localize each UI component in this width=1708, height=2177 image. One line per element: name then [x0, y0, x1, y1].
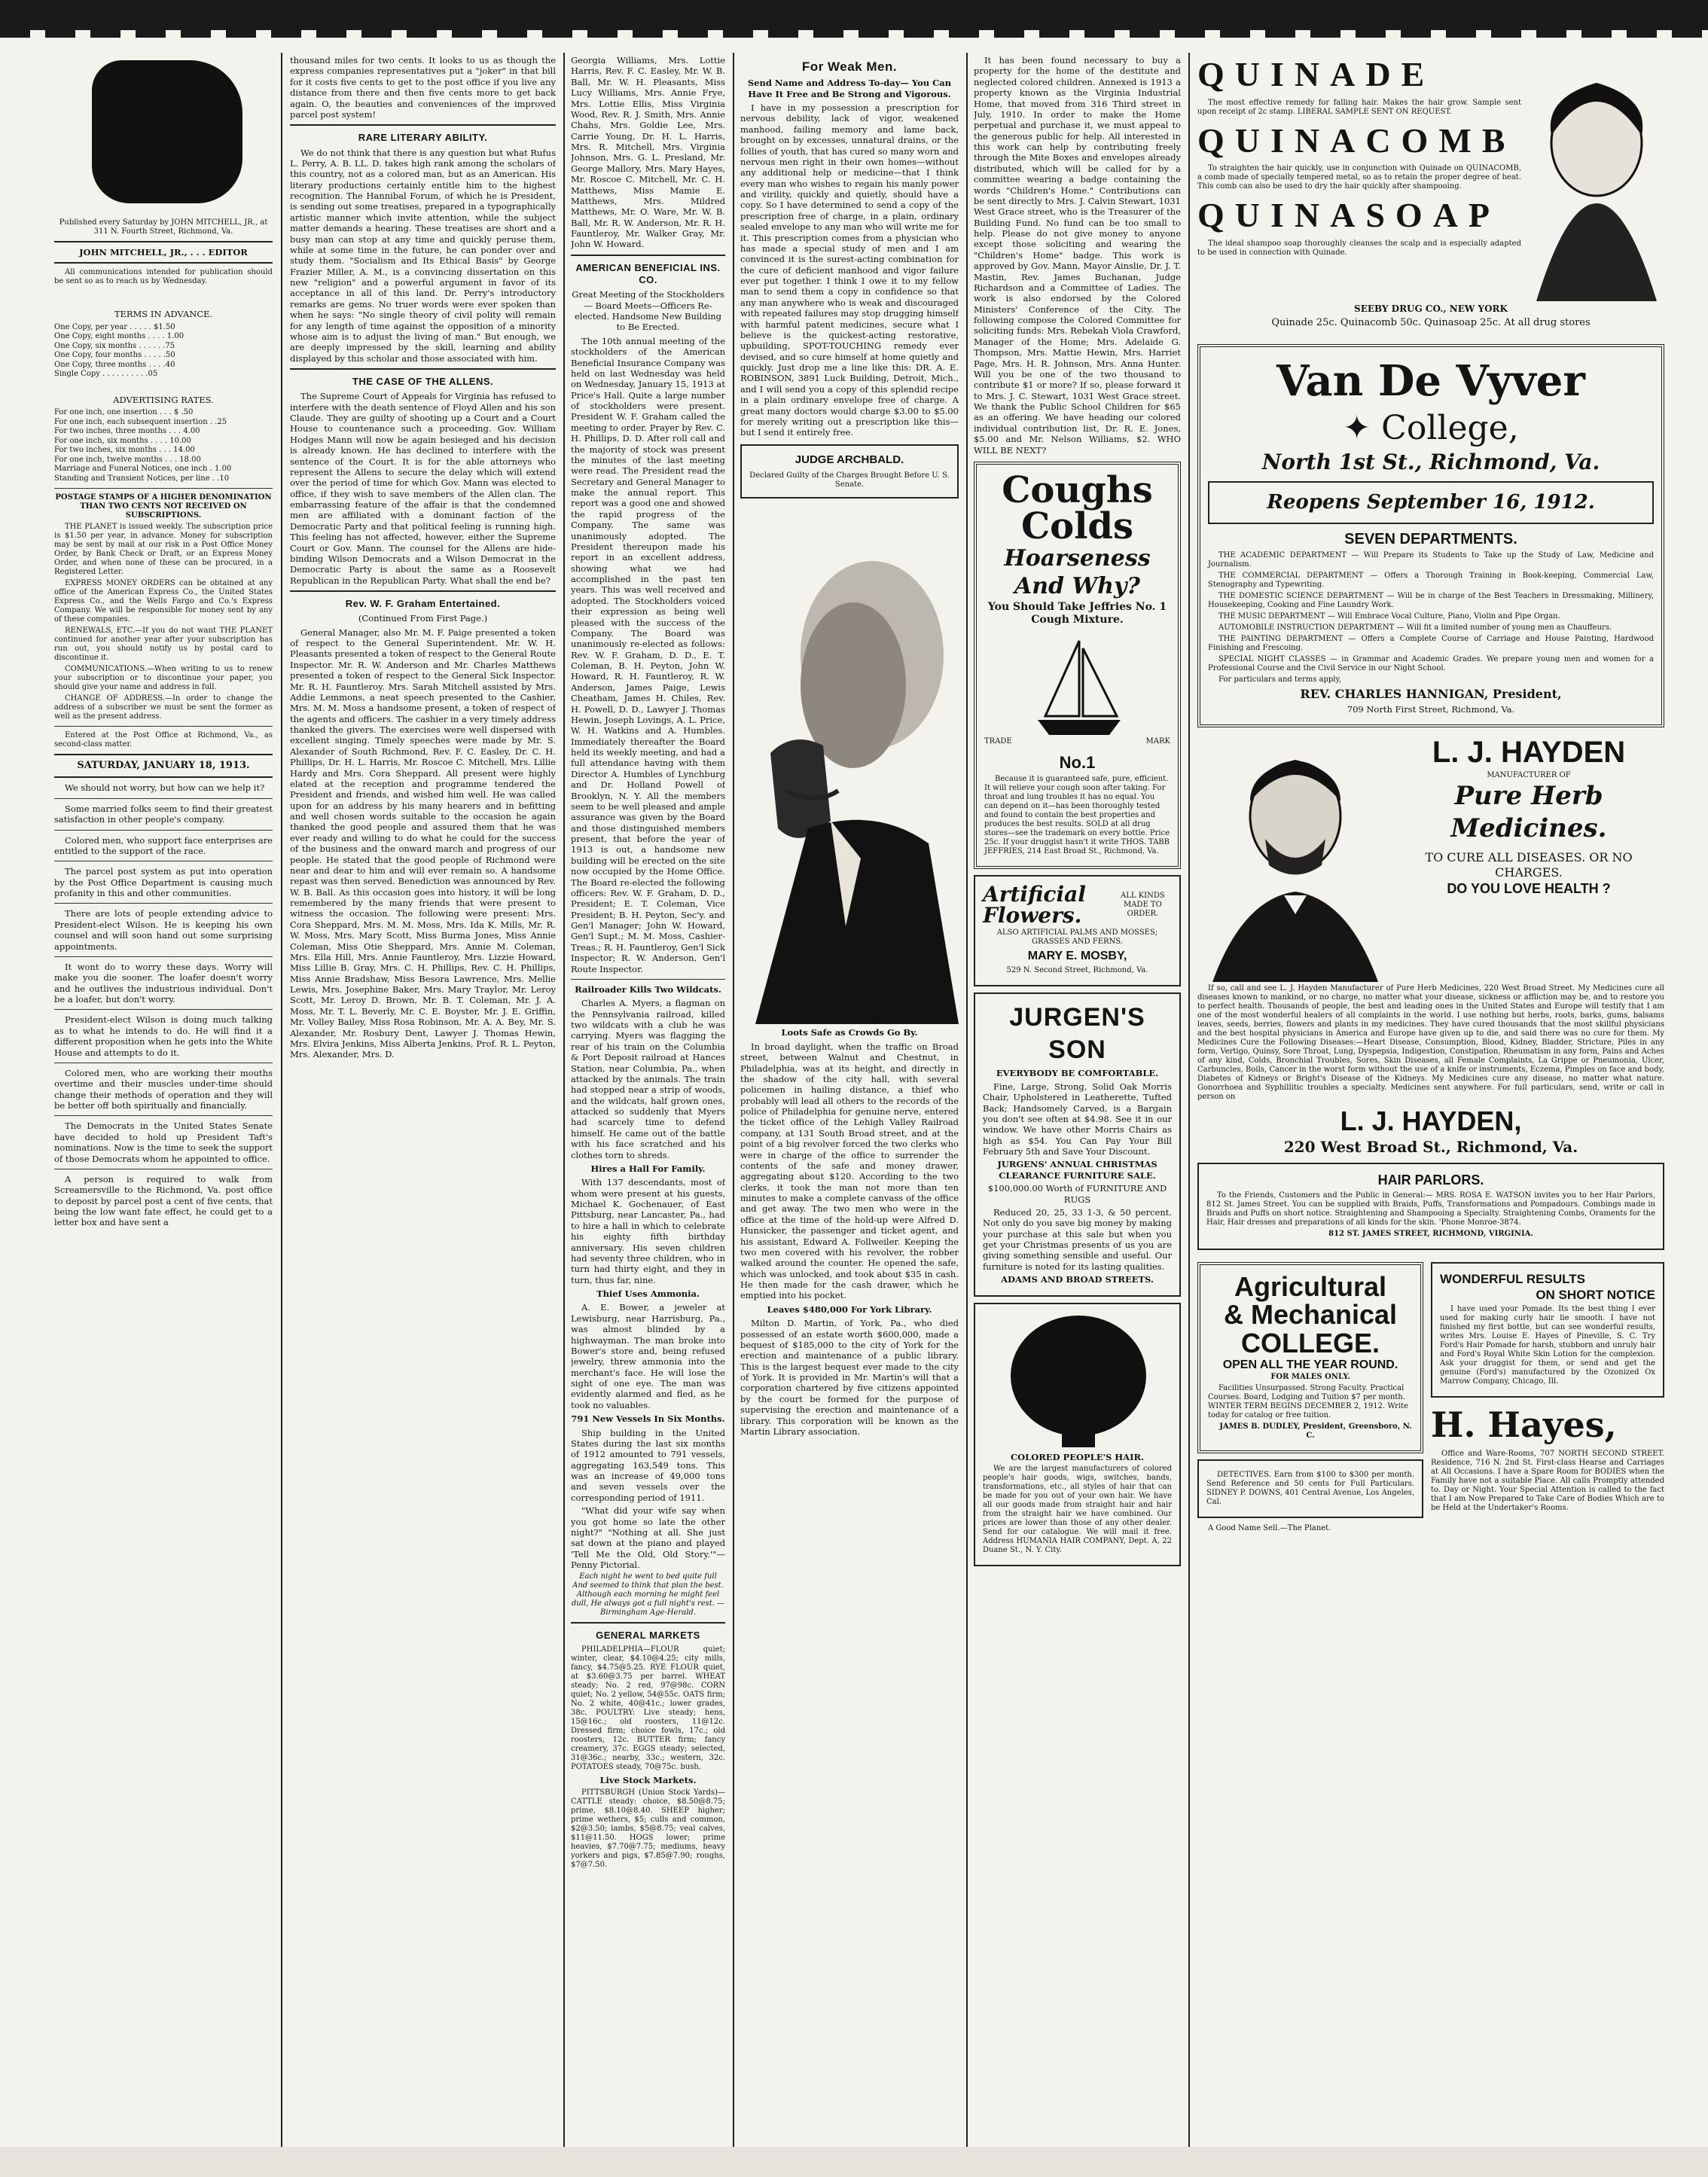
department-item: THE COMMERCIAL DEPARTMENT — Offers a Thorough Training in Book-keeping, Commercial Law, Stenography and Typewriting. [1208, 571, 1654, 589]
hall-body: With 137 descendants, most of whom were present at his guests, Michael K. Gochenauer, of East Pittsburg, near Lancaster, Pa., had to hire a hall in which to celebrate his eighty fifth birthday anniversary. His seven children had seventy three children, who in turn had thirty eight, and they in turn, thus far, nine. [571, 1177, 725, 1285]
column-3 [571, 53, 725, 2147]
column-4 [740, 53, 959, 2147]
pure-herb: Pure Herb [1454, 781, 1603, 812]
advertising-heading: ADVERTISING RATES. [113, 394, 214, 405]
hayden-ad [1197, 733, 1664, 1157]
rare-literary-heading: RARE LITERARY ABILITY. [358, 132, 488, 144]
ad-rate-row: For one inch, six months . . . . 10.00 [54, 436, 191, 445]
divider [54, 956, 273, 957]
divider [54, 1009, 273, 1010]
mark-label: MARK [1145, 736, 1170, 745]
ad-rate-row: Marriage and Funeral Notices, one inch . 1.00 [54, 465, 232, 474]
column-rule [1188, 53, 1190, 2147]
terms-row: One Copy, six months . . . . . .75 [54, 341, 175, 350]
department-item: THE PAINTING DEPARTMENT — Offers a Complete Course of Carriage and House Painting, Hardwood Finishing and Frescoing. [1208, 634, 1654, 652]
allens-body: The Supreme Court of Appeals for Virginia has refused to interfere with the death sentence of Floyd Allen and his son Claude. They are guilty of shooting up a Court and a Court House to countenance such a proceeding. Gov. William Hodges Mann will now be again besieged and his decision is already known. He has declined to interfere with the sentence of the Court. It is for the able attorneys who represent the Allens to secure the delay which will extend over the period of time for which Gov. Mann was elected to office, if they wish to save members of the Allen clan. The embarrassing feature of the affair is that the condemned men are affiliated with a dominant faction of the Democratic Party and that political feeling is running high. This feeling has not affected, however, either the Supreme Court or Gov. Mann. The counsel for the Allens are hide-binding Wilson Democrats and a Wilson Democrat in the Democratic Party is about the same as a Roosevelt Republican in the Republican Party. What shall the end be? [290, 391, 556, 586]
hair-parlors-ad [1197, 1163, 1664, 1250]
right-bottom-ads [1431, 1256, 1664, 1535]
males-only: FOR MALES ONLY. [1270, 1373, 1350, 1382]
all-kinds-note: ALL KINDS MADE TO ORDER. [1121, 892, 1165, 919]
hayden-manufacturer: MANUFACTURER OF [1487, 771, 1571, 780]
column-5 [974, 53, 1181, 2147]
editorial-paragraph: There are lots of people extending advice to President-elect Wilson. He is keeping his own counsel and will soon hand out some surprising appointments. [54, 908, 273, 952]
good-name-note: A Good Name Sell.—The Planet. [1208, 1524, 1331, 1533]
ad-rate-row: For two inches, three months . . . 4.00 [54, 427, 200, 436]
divider [54, 726, 273, 727]
graham-subheading: (Continued From First Page.) [358, 613, 488, 624]
van-de-vyver-title: Van De Vyver [1276, 356, 1585, 407]
column-rule [966, 53, 968, 2147]
quinade-title: QUINADE [1197, 55, 1435, 93]
express-money-note: EXPRESS MONEY ORDERS can be obtained at any office of the American Express Co., the United States Express Co., and the Wells Fargo and Co.'s Express Company. We will be responsible for money sent by any of these companies. [54, 579, 273, 624]
allens-heading: THE CASE OF THE ALLENS. [352, 376, 494, 387]
bottom-edge-band [0, 2147, 1708, 2177]
college-word-title: COLLEGE. [1240, 1328, 1380, 1359]
weak-men-heading: For Weak Men. [801, 59, 898, 74]
library-heading: Leaves $480,000 For York Library. [767, 1303, 932, 1315]
hannigan-name: REV. CHARLES HANNIGAN, President, [1300, 686, 1562, 701]
top-edge-band-broken [0, 30, 1708, 38]
judge-caption: Declared Guilty of the Charges Brought Before U. S. Senate. [749, 471, 950, 489]
loots-heading: Loots Safe as Crowds Go By. [781, 1027, 918, 1038]
markets-heading: GENERAL MARKETS [596, 1630, 700, 1642]
department-item: THE MUSIC DEPARTMENT — Will Embrace Vocal Culture, Piano, Violin and Pipe Organ. [1218, 611, 1560, 620]
postage-heading: POSTAGE STAMPS OF A HIGHER DENOMINATION THAN TWO CENTS NOT RECEIVED ON SUBSCRIPTIONS. [55, 493, 272, 520]
verse: Each night he went to bed quite full And seemed to think that plan the best. Although each morning he might feel dull, He always got a full night's rest. —Birmingham Age-Herald. [571, 1572, 725, 1618]
hair-body: We are the largest manufacturers of colored people's hair goods, wigs, switches, bands, transformations, etc., all styles of hair that can be made for you out of your own hair. We have all our goods made from straight hair and hair from the straight hair we have combined. Our prices are lower than those of any other dealer. Send for our catalogue. We will mail it free. Address HUMANIA HAIR COMPANY, Dept. A, 22 Duane St., N. Y. City. [983, 1465, 1172, 1555]
hair-heading: COLORED PEOPLE'S HAIR. [1010, 1451, 1145, 1462]
piano-joke: "What did your wife say when you got home so late the other night?" "Nothing at all. She just sat down at the piano and played 'Tell Me the Old, Old Story.'"—Penny Pictorial. [571, 1505, 725, 1570]
divider [54, 903, 273, 904]
change-address-note: CHANGE OF ADDRESS.—In order to change the address of a subscriber we must be sent the former as well as the present address. [54, 694, 273, 721]
communications-note: All communications intended for publication should be sent so as to reach us by Wednesday. [54, 268, 273, 286]
abi-heading: AMERICAN BENEFICIAL INS. CO. [575, 261, 721, 285]
editorial-paragraph: We should not worry, but how can we help it? [65, 782, 265, 794]
editorial-paragraph: The Democrats in the United States Senate have decided to hold up President Taft's nominations. Now is the time to seek the support of those Democrats whom he appointed to office. [54, 1121, 273, 1164]
hayden-address: 220 West Broad St., Richmond, Va. [1283, 1138, 1578, 1157]
on-short-notice: ON SHORT NOTICE [1536, 1287, 1655, 1302]
top-edge-band [0, 0, 1708, 30]
library-body: Milton D. Martin, of York, Pa., who died possessed of an estate worth $600,000, made a bequest of $185,000 to the city of York for the erection and maintenance of a public library. This is the largest bequest ever made to the city of York. It is provided in Mr. Martin's will that a corporation chartered by five citizens appointed by the court be formed for the purpose of supervising the erection and maintenance of a library. This corporation will be known as the Martin Library association. [740, 1318, 959, 1437]
wildcats-heading: Railroader Kills Two Wildcats. [575, 983, 721, 995]
particulars-note: For particulars and terms apply, [1218, 675, 1341, 684]
markets-body: PHILADELPHIA—FLOUR quiet; winter, clear, $4.10@4.25; city mills, fancy, $4.75@5.25. RYE FLOUR quiet, at $3.60@3.75 per barrel. WHEAT steady; No. 2 red, 97@98c. CORN quiet; No. 2 yellow, 54@55c. OATS firm; No. 2 white, 40@41c.; lower grades, 38c. POULTRY: Live steady; hens, 15@16c.; old roosters, 11@12c. Dressed firm; choice fowls, 17c.; old roosters, 12c. BUTTER firm; fancy creamery, 37c. EGGS steady; selected, 31@36c.; nearby, 33c.; western, 32c. POTATOES steady, 70@75c. bush. [571, 1645, 725, 1771]
hayden-title-block [1393, 733, 1664, 982]
van-de-vyver-ad [1197, 344, 1664, 727]
reopens-banner: Reopens September 16, 1912. [1208, 481, 1654, 524]
terms-row: One Copy, per year . . . . . $1.50 [54, 322, 175, 331]
editorial-paragraph: Colored men, who support face enterprises are entitled to the support of the race. [54, 834, 273, 856]
hair-parlors-body: To the Friends, Customers and the Public in General:— MRS. ROSA E. WATSON invites you to her Hair Parlors, 812 St. James Street. You can be supplied with Braids, Puffs, Transformations and Pompadours. Combings made in Braids and Puffs on short notice. Straightening and Shampooing a Specialty. Straightening Combs, Oraments for the Hair, Hair dresses and preparations of all kinds for the skin. 'Phone Monroe-3874. [1206, 1191, 1655, 1227]
wonderful-results: WONDERFUL RESULTS [1440, 1271, 1585, 1286]
divider [290, 368, 556, 370]
mosby-address: 529 N. Second Street, Richmond, Va. [1006, 966, 1148, 975]
thief-heading: Thief Uses Ammonia. [596, 1288, 700, 1299]
planet-issued-note: THE PLANET is issued weekly. The subscription price is $1.50 per year, in advance. Money for subscription may be sent by mail at our risk in a Post Office Money Order, by Bank Check or Draft, or an Express Money Order, and when none of these can be procured, in a Registered Letter. [54, 523, 273, 577]
communications-renew-note: COMMUNICATIONS.—When writing to us to renew your subscription or to discontinue your paper, you should give your name and address in full. [54, 665, 273, 692]
detectives-text: DETECTIVES. Earn from $100 to $300 per month. Send Reference and 50 cents for Full Particulars. SIDNEY P. DOWNS, 401 Central Avenue, Los Angeles, Cal. [1206, 1471, 1414, 1507]
terms-row: Single Copy . . . . . . . . . .05 [54, 370, 158, 379]
dudley-president: JAMES B. DUDLEY, President, Greensboro, N. C. [1219, 1422, 1412, 1441]
column-2 [290, 53, 556, 2147]
and-why-title: And Why? [1014, 573, 1141, 600]
divider [290, 124, 556, 126]
quinade-ad [1197, 53, 1664, 301]
diamond-icon: ✦ [1343, 409, 1371, 448]
hayes-body: Office and Ware-Rooms, 707 NORTH SECOND STREET. Residence, 716 N. 2nd St. First-class Hearse and Carriages at All Occasions. I have a Spare Room for BODIES when the Family have not a suitable Place. All calls Promptly attended to. Day or Night. Your Special Attention is called to the fact that I am Now Prepared to Take Care of Bodies Which are to be Held at the Undertaker's Rooms. [1431, 1449, 1664, 1512]
jeffries-tagline: You Should Take Jeffries No. 1 Cough Mixture. [987, 600, 1167, 627]
livestock-heading: Live Stock Markets. [599, 1774, 697, 1785]
terms-heading: TERMS IN ADVANCE. [114, 309, 213, 320]
abi-body: The 10th annual meeting of the stockholders of the American Beneficial Insurance Company was held on last Wednesday was held on Wednesday, January 15, 1913 at Price's Hall. Quite a large number of stockholders were present. President W. F. Graham called the meeting to order. Prayer by Rev. C. H. Phillips, D. D. After roll call and the majority of stock was present the minutes of the last meeting were read. The President read the Secretary and General Manager to make the annual report. This report was a good one and showed the rapid progress of the Company. The same was unanimously adopted. The President thereupon made his report in an excellent address, showing what we had accomplished in the past ten years. This was well received and adopted. The Stockholders voiced their expression as being well pleased with the success of the Company. The Board was unanimously re-elected as follows: Rev. W. F. Graham, D. D., E. T. Coleman, B. H. Peyton, John W. Howard, R. H. Fauntleroy, R. W. Anderson, James Paige, Lewis Cheatham, James H. Chiles, Rev. H. Powell, D. D., Lawyer J. Thomas Hewin, Joseph Lovings, A. L. Price, W. H. Watkins and A. Humbles. Immediately thereafter the Board held its weekly meeting, and had a full attendance having with them Director A. Humbles of Lynchburg and Dr. Holland Powell of Brooklyn, N. Y. All the members seem to be well pleased and ample assurance was given by the Board and those distinguished members present, that before the year of 1913 is out, a handsome new building will be erected on the site now occupied by the Home Office. The Board re-elected the following officers: Rev. W. F. Graham, D. D., President; E. T. Coleman, Vice President; B. H. Peyton, Sec'y. and Gen'l Manager; John W. Howard, Gen'l Supt.; M. M. Moss, Cashier-Treas.; R. H. Fauntleroy, Gen'l Sick Inspector; R. W. Anderson, Gen'l Route Inspector. [571, 335, 725, 974]
ad-rate-row: For one inch, each subsequent insertion . .25 [54, 417, 227, 426]
column-1 [54, 53, 273, 2147]
divider [290, 590, 556, 592]
flowers-subtitle: ALSO ARTIFICIAL PALMS AND MOSSES; GRASSES AND FERNS. [996, 928, 1158, 947]
graham-heading: Rev. W. F. Graham Entertained. [345, 598, 501, 609]
jurgens-ad [974, 992, 1181, 1296]
column-rule [563, 53, 565, 2147]
jeffries-ad [974, 462, 1181, 870]
divider [54, 262, 273, 264]
childrens-home-appeal: It has been found necessary to buy a property for the home of the destitute and neglected colored children. Annexed is 1913 a property known as the Virginia Industrial Home, that moved from 316 Third street in July, 1910. In order to make the Home perpetual and purchase it, we must appeal to the generous public for help. All interested in this work can help by contributing freely through the Mite Boxes and envelopes already distributed, which will be called for by a committee wearing a badge containing the words "Children's Home." Contributions can be sent directly to Mrs. J. Calvin Stewart, 1031 West Grace street, who is the Treasurer of the Building Fund. No fund can be too small to help. Please do not give money to anyone except those soliciting and wearing the "Children's Home" badge. This work is approved by Gov. Mann, Mayor Ainslie, Dr. J. T. Mastin, Rev. James Buchanan, Judge Richardson and a Committee of Ladies. The work is also endorsed by the Colored Ministers' Conference of the City. The following compose the Colored Committee for soliciting funds: Mrs. Rebekah Viola Crawford, Manager of the Home; Mrs. Adelaide G. Thompson, Mrs. Mattie Hewin, Mrs. Harriet Page, Mrs. H. R. Johnson, Mrs. Anna Hunter. Will you be one of the two thousand to contribute $1 or more? If so, please forward it to Mrs. J. C. Stewart, 1031 West Grace street. We thank the Public School Children for $65 as an offering. We have heading our colored individual contribution list, Dr. R. E. Jones, $5.00 and Mr. Nelson Williams, $2. WHO WILL BE NEXT? [974, 55, 1181, 456]
quinasoap-text: The ideal shampoo soap thoroughly cleanses the scalp and is especially adapted to be used in connection with Quinade. [1197, 239, 1521, 257]
editorial-paragraph: Some married folks seem to find their greatest satisfaction in other people's company. [54, 803, 273, 825]
department-item: AUTOMOBILE INSTRUCTION DEPARTMENT — Will fit a limited number of young men as Chauffeurs. [1218, 623, 1612, 632]
column-rule [733, 53, 734, 2147]
ad-rate-row: For one inch, one insertion . . . $ .50 [54, 408, 194, 417]
hoarseness-title: Hoarseness [1004, 544, 1151, 572]
mechanical-title: & Mechanical [1223, 1299, 1398, 1331]
college-word: College, [1381, 409, 1519, 448]
ford-pomade-body: I have used your Pomade. Its the best thing I ever used for making curly hair lie smooth. I have not finished my first bottle, but can see wonderful results, writes Mrs. Louise E. Hayes of Pineville, S. C. Try Ford's Hair Pomade for harsh, stubborn and unruly hair and Ford's Royal White Skin Lotion for the complexion. Ask your druggist for them, or send and get the genuine (Ford's) manufactured by the Ozonized Ox Marrow Company, Chicago, Ill. [1440, 1305, 1655, 1386]
mosby-name: MARY E. MOSBY, [1027, 950, 1127, 963]
rare-literary-body: We do not think that there is any question but what Rufus L. Perry, A. B. LL. D. takes high rank among the scholars of this country, not as a colored man, but as an American. His literary productions certainly entitle him to the highest recognition. The Hannibal Forum, of which he is President, is sending out some treatises, prepared in a typographically artistic manner which invite attention, while the subject matter demands a hearing. These treatises are short and a busy man can stop at any time and quickly peruse them, while at some time in the future, he can ponder over and study them. "Socialism and Its Ethical Basis" by George Frazier Miller, A. M., is a convincing dissertation on this new "religion" and a powerful argument in favor of its acceptance in all of this land. Dr. Perry's introductory remarks are gems. No truer words were ever spoken than when he says: "No single theory of civil polity will remain for any length of time against the opposition of a minority whose aim is to adjust the living of man." But enough, we are deeply impressed by the skill, learning and ability displayed by this scholar and those associated with him. [290, 147, 556, 364]
love-health: DO YOU LOVE HEALTH ? [1447, 881, 1611, 897]
thief-body: A. E. Bower, a jeweler at Lewisburg, near Harrisburg, Pa., was almost blinded by a highwayman. The man broke into Bower's store and, being refused jewelry, threw ammonia into the merchant's face. He will lose the sight of one eye. The man was evidently alarmed and fled, as he took no valuables. [571, 1302, 725, 1410]
hair-parlors-title: HAIR PARLORS. [1377, 1172, 1484, 1188]
ad-rate-row: For one inch, twelve months . . . 18.00 [54, 455, 201, 464]
department-item: SPECIAL NIGHT CLASSES — in Grammar and Academic Grades. We prepare young men and women for a Professional Course and the Civil Service in our Night School. [1208, 654, 1654, 672]
trademark-row [984, 633, 1170, 746]
hair-silhouette-illustration [983, 1312, 1175, 1447]
advertising-list [54, 408, 273, 483]
ad-rate-row: For two inches, six months . . . 14.00 [54, 446, 195, 455]
divider [54, 830, 273, 831]
left-bottom-ads [1197, 1256, 1423, 1535]
jurgens-address: ADAMS AND BROAD STREETS. [1001, 1274, 1154, 1285]
editorial-paragraph: The parcel post system as put into operation by the Post Office Department is causing much profanity in this and other communities. [54, 866, 273, 898]
mosby-flowers-ad [974, 875, 1181, 986]
editor-line: JOHN MITCHELL, JR., . . . EDITOR [79, 247, 248, 258]
quinasoap-title: QUINASOAP [1197, 196, 1501, 234]
judge-portrait-illustration [740, 505, 959, 1024]
terms-row: One Copy, three months . . . .40 [54, 360, 175, 369]
trade-label: TRADE [984, 736, 1012, 745]
college-title [1208, 407, 1654, 449]
quinade-prices: Quinade 25c. Quinacomb 50c. Quinasoap 25c. At all drug stores [1271, 317, 1591, 328]
terms-list [54, 323, 273, 380]
editorial-paragraph: A person is required to walk from Screamersville to the Richmond, Va. post office to deposit by parcel post a cent of five cents, that being the low want fate effect, he could get to a letter box and have sent a [54, 1173, 273, 1228]
editorial-paragraph: It wont do to worry these days. Worry will make you die sooner. The loafer doesn't worry and he outlives the industrious individual. Don't be a loafer, but don't worry. [54, 961, 273, 1005]
coughs-title: Coughs [1002, 468, 1153, 511]
hayden-header [1197, 733, 1664, 982]
seeby-drug: SEEBY DRUG CO., NEW YORK [1354, 303, 1508, 314]
quinacomb-text: To straighten the hair quickly, use in conjunction with Quinade on QUINACOMB, a comb made of specially tempered metal, so as to retain the proper degree of heat. This comb can also be used to dry the hair quickly after shampooing. [1197, 164, 1521, 191]
humania-hair-ad [974, 1303, 1181, 1567]
entered-note: Entered at the Post Office at Richmond, Va., as second-class matter. [54, 731, 273, 749]
no1-label: No.1 [1059, 752, 1096, 772]
artificial-flowers-title: Artificial Flowers. [983, 882, 1086, 928]
jurgens-sale: JURGENS' ANNUAL CHRISTMAS CLEARANCE FURNITURE SALE. [997, 1159, 1157, 1181]
divider [54, 241, 273, 242]
hayden-body: If so, call and see L. J. Hayden Manufacturer of Pure Herb Medicines, 220 West Broad Street. My Medicines cure all diseases known to mankind, or no charge, no matter what your disease, sickness or affliction may be, and to restore you to perfect health. Thousands of people, the best and leading ones in the United States and Europe will testify that I am one of the most wonderful healers of all complaints in the world. I use nothing but herbs, roots, barks, gums, balsams leaves, seeds, berries, flowers and plants in my medicines. They have cured thousands that the most skillful physicians and the best hospital physicians in America and Europe have given up to die, and said there was no cure for them. My Medicines Cure the Following Diseases:—Heart Disease, Consumption, Blood, Kidney, Bladder, Stricture, Piles in any form, Vertigo, Quinsy, Sore Throat, Lung, Dyspepsia, Indigestion, Constipation, Rheumatism in any form, Pains and Aches of any kind, Colds, Bronchial Troubles, Sores, Skin Diseases, all Female Complaints, La Grippe or Pneumonia, Ulcer, Carbuncles, Boils, Cancer in the worst form without the use of a knife or instruments, Eczema, Pimples on face and body, Diabetes of Kidneys or Bright's Disease of the Kidneys. My Medicines cure any disease, no matter what nature. Gonorrhoea and Syphillitic troubles a specialty. Medicines sent anywhere. For full particulars, send, write or call in person on [1197, 984, 1664, 1102]
medicines: Medicines. [1450, 813, 1607, 843]
attendee-list-continued: Georgia Williams, Mrs. Lottie Harris, Rev. F. C. Easley, Mr. W. B. Ball, Mr. W. H. Pleasants, Miss Lucy Williams, Mrs. Annie Frye, Mrs. Lottie Ellis, Miss Virginia Wood, Rev. R. J. Smith, Mrs. Annie Chahs, Mrs. Goldie Lee, Mrs. Carrie Young, Dr. H. L. Harris, Mrs. R. Mitchell, Mrs. Virginia Johnson, Mrs. G. L. Presland, Mr. George Mallory, Mrs. Mary Hayes, Mr. Roscoe C. Mitchell, Mr. C. H. Matthews, Miss Mamie E. Matthews, Mrs. Mildred Matthews, Mr. O. Ware, Mr. W. B. Ball, Mr. R. W. Anderson, Mr. R. H. Fauntleroy, Mr. Walker Gray, Mr. John W. Howard. [571, 55, 725, 250]
livestock-body: PITTSBURGH (Union Stock Yards)—CATTLE steady: choice, $8.50@8.75; prime, $8.10@8.40. SHEEP higher; prime wethers, $5; culls and common, $2@3.50; lambs, $5@8.75; veal calves, $11@11.50. HOGS lower; prime heavies, $7.70@7.75; mediums, heavy yorkers and pigs, $7.85@7.90; roughs, $7@7.50. [571, 1788, 725, 1869]
publisher-note: Published every Saturday by JOHN MITCHELL, JR., at 311 N. Fourth Street, Richmond, Va. [59, 218, 268, 236]
colds-title: Colds [1020, 505, 1134, 547]
vessels-body: Ship building in the United States during the last six months of 1912 amounted to 791 vessels, aggregating 163,549 tons. This was an increase of 49,000 tons and seven vessels over the corresponding period of 1911. [571, 1427, 725, 1503]
agricultural-body: Facilities Unsurpassed. Strong Faculty. Practical Courses. Board, Lodging and Tuition $7 per month. WINTER TERM BEGINS DECEMBER 2, 1912. Write today for catalog or free tuition. [1208, 1384, 1409, 1420]
hannigan-address: 709 North First Street, Richmond, Va. [1347, 703, 1515, 715]
divider [54, 754, 273, 755]
quinade-text: The most effective remedy for falling hair. Makes the hair grow. Sample sent upon receipt of 2c stamp. LIBERAL SAMPLE SENT ON REQUEST. [1197, 98, 1521, 116]
sailboat-trademark-icon [1023, 633, 1136, 746]
judge-heading: JUDGE ARCHBALD. [795, 453, 904, 466]
parcel-post-continued: thousand miles for two cents. It looks to us as though the express companies representatives put a "joker" in that bill for it costs five cents to get to the post office if you live any distance from there and then five cents more to get back again. O, the beauties and conveniences of the improved parcel post system! [290, 55, 556, 120]
agricultural-college-ad [1197, 1262, 1423, 1453]
jurgens-reduced: Reduced 20, 25, 33 1-3, & 50 percent. Not only do you save big money by making your purchase at this sale but when you get your Christmas presents of us you are giving something sensible and useful. Our furniture is noted for its lasting qualities. [983, 1206, 1172, 1272]
divider [54, 1115, 273, 1116]
loots-body: In broad daylight, when the traffic on Broad street, between Walnut and Chestnut, in Philadelphia, was at its height, and directly in the shadow of the city hall, with several policemen in hailing distance, a thief who probably will lead all others to the records of the police of Philadelphia for genuine nerve, entered the ticket office of the Lehigh Valley Railroad company, at 131 South Broad street, and at the point of a big revolver forced the two clerks who were in charge of the office to surrender the contents of the safe and money drawer, aggregating about $120. According to the two clerks, it took the man not more than ten minutes to make a complete canvass of the office and get away. The two men who were in the office at the time of the hold-up were Alfred D. Hunsicker, the passenger and ticket agent, and his assistant, Edward A. Follweiler. Keeping the two men covered with his revolver, the robber walked around the counter. He opened the safe, which was unlocked, and took about $35 in cash. He then made for the cash drawer, which he emptied into his pocket. [740, 1041, 959, 1301]
ford-pomade-ad [1431, 1262, 1664, 1398]
judge-portrait [740, 505, 959, 1024]
wildcats-body: Charles A. Myers, a flagman on the Pennsylvania railroad, killed two wildcats with a club he was carrying. Myers was flagging the rear of his train on the Columbia & Port Deposit railroad at Hances Station, near Columbia, Pa., when attacked by the animals. The train had stopped near a strip of woods, and the wildcats, half grown ones, attacked so suddenly that Myers had scarcely time to defend himself. He came out of the battle with his face scratched and his clothes torn to shreds. [571, 998, 725, 1160]
hair-parlors-address: 812 ST. JAMES STREET, RICHMOND, VIRGINIA. [1328, 1229, 1533, 1238]
bottom-ads-row [1197, 1256, 1664, 1535]
seven-departments: SEVEN DEPARTMENTS. [1344, 530, 1517, 547]
ad-rate-row: Standing and Transient Notices, per line . .10 [54, 474, 230, 483]
hayes-undertaker-ad [1431, 1404, 1664, 1513]
quinacomb-title: QUINACOMB [1197, 120, 1516, 160]
cure-all: TO CURE ALL DISEASES. OR NO CHARGES. [1425, 850, 1633, 880]
department-item: THE ACADEMIC DEPARTMENT — Will Prepare its Students to Take up the Study of Law, Medicine and Journalism. [1208, 550, 1654, 569]
divider [571, 1622, 725, 1624]
jeffries-body: Because it is guaranteed safe, pure, efficient. It will relieve your cough soon after taking. For throat and lung troubles it has no equal. You can depend on it—has been thoroughly tested and found to contain the best properties and produces the best results. SOLD at all drug stores—see the trademark on every bottle. Price 25c. If your druggist hasn't it write THOS. TABB JEFFRIES, 214 East Broad St., Richmond, Va. [984, 775, 1170, 856]
renewals-note: RENEWALS, ETC.—If you do not want THE PLANET continued for another year after your subscription has run out, you should notify us by postal card to discontinue it. [54, 627, 273, 663]
quinade-text-block [1197, 53, 1521, 301]
weak-men-body: I have in my possession a prescription for nervous debility, lack of vigor, weakened manhood, failing memory and lame back, brought on by excesses, unnatural drains, or the follies of youth, that has cured so many worn and nervous men right in their own homes—without any additional help or medicine—that I think every man who wishes to regain his manly power and virility, quickly and quietly, should have a copy. So I have determined to send a copy of the prescription free of charge, in a plain, ordinary sealed envelope to any man who will write me for it. This prescription comes from a physician who has made a special study of men and I am convinced it is the surest-acting combination for the cure of deficient manhood and vigor failure ever put together. I think I owe it to my fellow man to send them a copy in confidence so that any man anywhere who is weak and discouraged with repeated failures may stop drugging himself with harmful patent medicines, secure what I believe is the quickest-acting restorative, upbuilding, SPOT-TOUCHING remedy ever devised, and so cure himself at home quietly and quickly. Just drop me a line like this: DR. A. E. ROBINSON, 3891 Luck Building, Detroit, Mich., and I will send you a copy of this splendid recipe in a plain ordinary envelope free of charge. A great many doctors would charge $3.00 to $5.00 for merely writing out a prescription like this—but I send it entirely free. [740, 102, 959, 438]
hayden-portrait-illustration [1197, 733, 1393, 982]
agricultural-title: Agricultural [1234, 1270, 1387, 1302]
terms-row: One Copy, four months . . . . .50 [54, 351, 175, 360]
graham-body: General Manager, also Mr. M. F. Paige presented a token of respect to the General Superintendent. Mr. W. H. Pleasants presented a token of respect to the General Route Inspector. Mr. R. W. Anderson and Mr. Charles Matthews presented a token of respect to the General Sick Inspector. Mr. R. H. Fauntleroy. Mrs. Sarah Mitchell assisted by Mrs. Addie Lemmons, a neat speech presented to the Cashier, Mrs. M. M. Moss a handsome present, a token of respect of the agents and officers. The cashier in a very timely address thanked the givers. The exercises were well dispersed with excellent singing. Timely speeches were made by Mr. S. Alexander of South Richmond, Rev. F. C. Easley, Dr. C. H. Phillips, Dr. H. L. Harris, Mr. Roscoe C. Mitchell, Mrs. Lillie Hardy and Mrs. Cora Sheppard. All present were highly elated at the reception and programme tendered the President and friends, and wished him well. He was called upon for an address by his many hearers and in befitting and well chosen words suitable to the occasion he again thanked the good people and assured them that he was ever ready and willing to do what he could for the success of the business and the onward march and progress of our people. He stated that the good people of Richmond were near and dear to him and will ever remain so. A handsome repast was then served. Benediction was announced by Rev. W. B. Ball. As this occasion goes into history, it will be long remembered by the many friends that were present to witness the occasion. The following were present: Mrs. Cora Sheppard, Mrs. M. M. Moss, Mrs. Ida K. Mills, Mr. R. W. Moss, Mrs. Mary Scott, Miss Burma Jones, Miss Annie Coleman, Miss Otie Sheppard, Mrs. Annie M. Coleman, Mrs. Ella Hill, Mrs. Annie Fauntleroy, Mrs. Lizzie Howard, Miss Lillie B. Gray, Mrs. C. H. Phillips, Rev. C. H. Phillips, Miss Annie Bradshaw, Miss Besora Lawrence, Mrs. Mellie Lewis, Mrs. Josephine Baker, Mrs. Mary Traylor, Mr. Leroy Scott, Mr. Leroy D. Brown, Mr. B. T. Coleman, Mr. J. A. Moss, Mr. T. L. Beverly, Mr. C. E. Boyster, Mr. J. E. Griffin, Mr. Volley Bailey, Miss Rosa Robinson, Mr. A. A. Bey, Mr. S. Alexander, Mr. Rosbury Dent, Lawyer J. Thomas Hewin, Mrs. Elvira Jenkins, Miss Alberta Jenkins, Prof. R. L. Peyton, Mrs. Alexander, Mrs. D. [290, 627, 556, 1060]
college-address: North 1st St., Richmond, Va. [1261, 450, 1600, 475]
divider [54, 798, 273, 799]
column-rule [281, 53, 282, 2147]
masthead-ink-blot [92, 60, 242, 203]
hall-heading: Hires a Hall For Family. [590, 1163, 706, 1174]
woman-portrait-illustration [1521, 53, 1657, 301]
dateline: SATURDAY, JANUARY 18, 1913. [77, 760, 250, 772]
terms-row: One Copy, eight months . . . . 1.00 [54, 332, 185, 341]
hayden-name: L. J. HAYDEN [1432, 736, 1626, 770]
divider [571, 979, 725, 980]
editorial-paragraph: President-elect Wilson is doing much talking as to what he intends to do. He will find it a different proposition when he gets into the White House and attempts to do it. [54, 1014, 273, 1058]
abi-subheading: Great Meeting of the Stockholders— Board Meets—Officers Re-elected. Handsome New Building to Be Erected. [572, 289, 724, 333]
open-all-year: OPEN ALL THE YEAR ROUND. [1222, 1358, 1398, 1372]
divider [54, 488, 273, 489]
jurgens-amount: $100,000.00 Worth of FURNITURE AND RUGS [987, 1183, 1167, 1205]
vessels-heading: 791 New Vessels In Six Months. [571, 1413, 725, 1425]
judge-caption-box [740, 444, 959, 499]
jurgens-heading: EVERYBODY BE COMFORTABLE. [996, 1068, 1159, 1079]
divider [571, 255, 725, 256]
jurgens-body: Fine, Large, Strong, Solid Oak Morris Chair, Upholstered in Leatherette, Tufted Back; Handsomely Carved, is a Bargain you don't see often at $4.98. See it in our window. We have other Morris Chairs as high as $54. You Can Pay Your Bill February 5th and Save Your Discount. [983, 1081, 1172, 1157]
detectives-ad [1197, 1459, 1423, 1518]
jurgens-title: JURGEN'S SON [1009, 1003, 1145, 1064]
hayes-name: H. Hayes, [1431, 1404, 1617, 1446]
editorial-paragraph: Colored men, who are working their mouths overtime and their muscles under-time should change their methods of operation and they will be better off both spiritually and financially. [54, 1067, 273, 1111]
column-6 [1197, 53, 1664, 2147]
divider [54, 776, 273, 778]
department-item: THE DOMESTIC SCIENCE DEPARTMENT — Will be in charge of the Best Teachers in Dressmaking, Millinery, Housekeeping, Cooking and Fine Laundry Work. [1208, 591, 1654, 609]
weak-men-subheading: Send Name and Address To-day— You Can Have It Free and Be Strong and Vigorous. [747, 78, 952, 99]
hayden-name-footer: L. J. HAYDEN, [1340, 1105, 1522, 1137]
flowers-title-row [983, 884, 1172, 926]
